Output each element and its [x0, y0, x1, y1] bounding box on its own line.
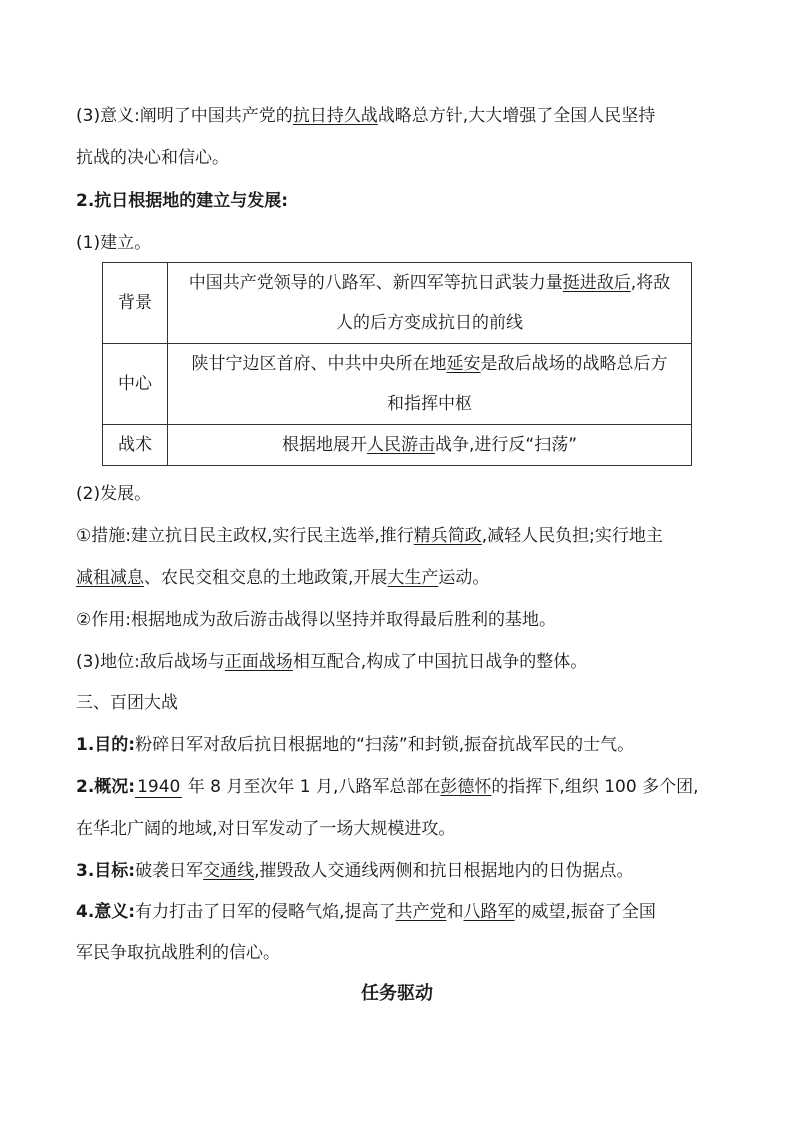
- underlined-term: 共产党: [395, 902, 447, 922]
- text-segment: 根据地展开: [281, 435, 367, 455]
- text-segment: ,减轻人民负担;实行地主: [481, 526, 663, 546]
- table-key-center: 中心: [103, 344, 168, 425]
- paragraph-line: 军民争取抗战胜利的信心。: [76, 943, 280, 963]
- text-segment: 破袭日军: [135, 861, 204, 881]
- text-segment: 和指挥中枢: [387, 394, 472, 414]
- item-label: 4.意义:: [76, 902, 136, 922]
- text-segment: 、农民交租交息的土地政策,开展: [144, 568, 388, 588]
- fill-blank-year: 1940: [137, 777, 181, 797]
- text-segment: 粉碎日军对敌后抗日根据地的“扫荡”和封锁,振奋抗战军民的士气。: [135, 735, 635, 755]
- underlined-term: 减租减息: [76, 568, 144, 588]
- text-segment: 的指挥下,组织 100 多个团,: [491, 777, 699, 797]
- table-key-tactics: 战术: [103, 425, 168, 466]
- text-segment: ①措施:建立抗日民主政权,实行民主选举,推行: [76, 526, 414, 546]
- underlined-term: 延安: [446, 354, 481, 374]
- text-segment: 运动。: [438, 568, 490, 588]
- text-segment: 中国共产党领导的八路军、新四军等抗日武装力量: [188, 273, 563, 293]
- paragraph-line: 抗战的决心和信心。: [76, 148, 229, 168]
- section-heading-bases: 2.抗日根据地的建立与发展:: [76, 191, 289, 211]
- paragraph-function: ②作用:根据地成为敌后游击战得以坚持并取得最后胜利的基地。: [76, 610, 556, 630]
- section-heading-hundred-regiments: 三、百团大战: [76, 693, 178, 713]
- text-segment: ,摧毁敌人交通线两侧和抗日根据地内的日伪据点。: [254, 861, 634, 881]
- underlined-term: 交通线: [203, 861, 255, 881]
- paragraph-line: [76, 566, 489, 590]
- table-row: [103, 344, 692, 425]
- table-value-tactics: [168, 425, 692, 466]
- subheading-development: (2)发展。: [76, 484, 152, 504]
- paragraph-line: 在华北广阔的地域,对日军发动了一场大规模进攻。: [76, 819, 456, 839]
- underlined-term: 彭德怀: [440, 777, 492, 797]
- table-value-background: [168, 263, 692, 344]
- table-row: [103, 425, 692, 466]
- underlined-term: 精兵简政: [413, 526, 482, 546]
- text-segment: 人的后方变成抗日的前线: [336, 313, 523, 333]
- table-row: [103, 263, 692, 344]
- underlined-term: 正面战场: [224, 652, 293, 672]
- text-segment: 有力打击了日军的侵略气焰,提高了: [135, 902, 396, 922]
- paragraph-significance-battle: [76, 900, 656, 924]
- underlined-term: 挺进敌后: [562, 273, 631, 293]
- paragraph-target: [76, 859, 634, 883]
- paragraph-measures: [76, 524, 663, 548]
- table-value-center: [168, 344, 692, 425]
- subheading-establish: (1)建立。: [76, 233, 152, 253]
- underlined-term: 人民游击: [366, 435, 435, 455]
- item-label: 2.概况:: [76, 777, 136, 797]
- text-segment: (3)地位:敌后战场与: [76, 652, 225, 672]
- paragraph-status: [76, 650, 587, 674]
- item-label: 1.目的:: [76, 735, 136, 755]
- text-segment: (3)意义:阐明了中国共产党的: [76, 106, 293, 126]
- paragraph-significance: [76, 104, 655, 128]
- text-segment: ,将敌: [630, 273, 671, 293]
- text-segment: 战争,进行反“扫荡”: [434, 435, 578, 455]
- item-label: 3.目标:: [76, 861, 136, 881]
- section-title-task-driven: 任务驱动: [361, 983, 433, 1004]
- establishment-table: [102, 262, 692, 466]
- underlined-term: 抗日持久战: [292, 106, 378, 126]
- paragraph-purpose: [76, 733, 634, 757]
- underlined-term: 大生产: [387, 568, 439, 588]
- text-segment: 和: [446, 902, 464, 922]
- paragraph-overview: [76, 775, 699, 799]
- table-key-background: 背景: [103, 263, 168, 344]
- text-segment: 战略总方针,大大增强了全国人民坚持: [377, 106, 656, 126]
- text-segment: 是敌后战场的战略总后方: [480, 354, 668, 374]
- text-segment: 相互配合,构成了中国抗日战争的整体。: [292, 652, 588, 672]
- text-segment: 陕甘宁边区首府、中共中央所在地: [191, 354, 447, 374]
- underlined-term: 八路军: [463, 902, 515, 922]
- text-segment: 的威望,振奋了全国: [514, 902, 656, 922]
- text-segment: 年 8 月至次年 1 月,八路军总部在: [182, 777, 441, 797]
